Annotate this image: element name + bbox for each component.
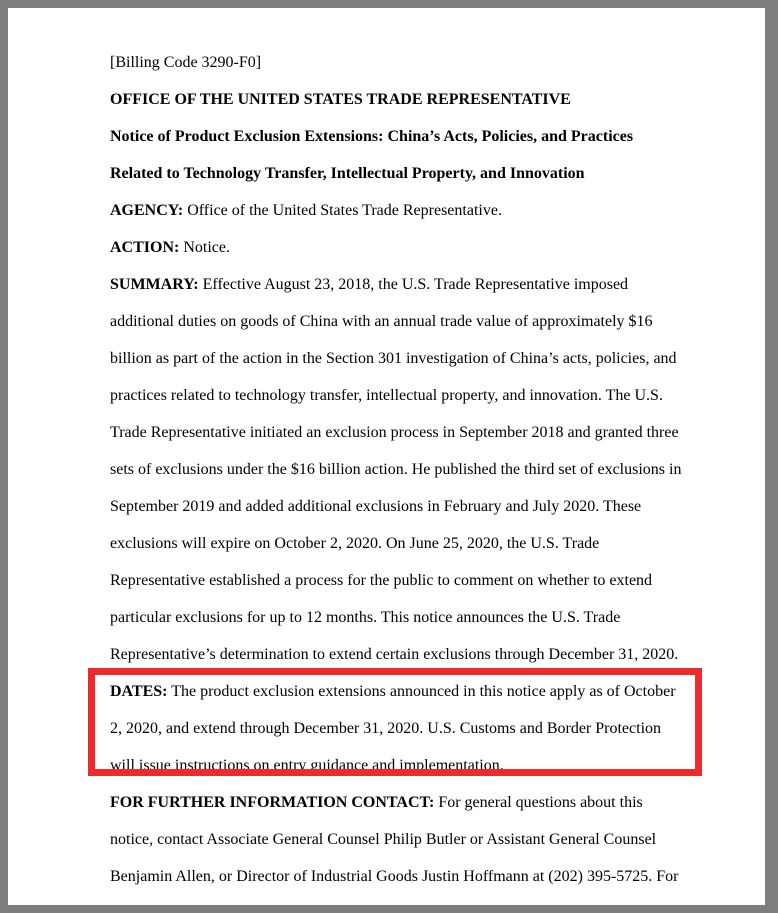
dates-line-3: will issue instructions on entry guidance and implementation. [110,757,504,774]
document-body [8,8,765,895]
summary-line-10: particular exclusions for up to 12 months. This notice announces the U.S. Trade [110,609,621,626]
summary-line-4: practices related to technology transfer, intellectual property, and innovation. The U.S. [110,387,663,404]
contact-label: FOR FURTHER INFORMATION CONTACT: [110,794,435,811]
office-heading: OFFICE OF THE UNITED STATES TRADE REPRESENTATIVE [110,91,571,108]
summary-line-3: billion as part of the action in the Section 301 investigation of China’s acts, policies, and [110,350,677,367]
agency-label: AGENCY: [110,202,184,219]
billing-code-line: [Billing Code 3290-F0] [110,54,262,71]
notice-title-line-1: Notice of Product Exclusion Extensions: China’s Acts, Policies, and Practices [110,128,634,145]
summary-line-7: September 2019 and added additional exclusions in February and July 2020. These [110,498,642,515]
dates-label: DATES: [110,683,168,700]
summary-label: SUMMARY: [110,276,199,293]
contact-line-3: Benjamin Allen, or Director of Industrial Goods Justin Hoffmann at (202) 395-5725. For [110,868,679,885]
summary-line-8: exclusions will expire on October 2, 2020. On June 25, 2020, the U.S. Trade [110,535,600,552]
summary-line-1 [110,266,765,303]
action-text: Notice. [183,239,230,256]
agency-text: Office of the United States Trade Representative. [187,202,502,219]
action-label: ACTION: [110,239,180,256]
summary-line-2: additional duties on goods of China with an annual trade value of approximately $16 [110,313,653,330]
agency-line [110,192,765,229]
contact-text: For general questions about this [438,794,643,811]
action-line [110,229,765,266]
summary-text: Effective August 23, 2018, the U.S. Trade Representative imposed [202,276,629,293]
summary-line-6: sets of exclusions under the $16 billion action. He published the third set of exclusions in [110,461,682,478]
dates-line-1 [110,673,765,710]
summary-line-11: Representative’s determination to extend certain exclusions through December 31, 2020. [110,646,679,663]
notice-title-line-2: Related to Technology Transfer, Intellectual Property, and Innovation [110,165,585,182]
dates-text: The product exclusion extensions announced in this notice apply as of October [171,683,676,700]
summary-line-9: Representative established a process for the public to comment on whether to extend [110,572,653,589]
contact-line-1 [110,784,765,821]
summary-line-5: Trade Representative initiated an exclusion process in September 2018 and granted three [110,424,679,441]
dates-line-2: 2, 2020, and extend through December 31, 2020. U.S. Customs and Border Protection [110,720,662,737]
contact-line-2: notice, contact Associate General Counsel Philip Butler or Assistant General Counsel [110,831,657,848]
